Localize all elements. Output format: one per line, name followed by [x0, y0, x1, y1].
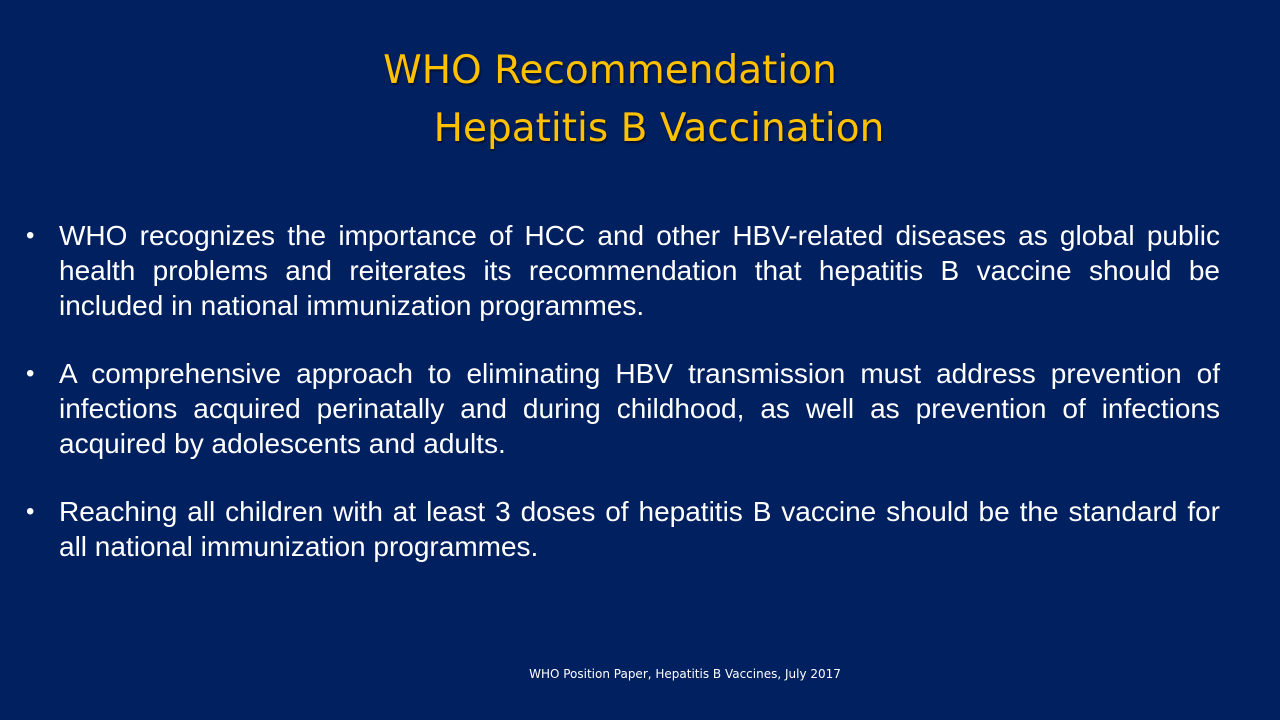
bullet-dot-icon: •	[26, 222, 35, 249]
bullet-dot-icon: •	[26, 360, 35, 387]
bullet-text: Reaching all children with at least 3 doses of hepatitis B vaccine should be the standard for all national immunization programmes.	[59, 496, 1220, 562]
bullet-item	[20, 356, 1220, 461]
source-footnote: WHO Position Paper, Hepatitis B Vaccines, July 2017	[529, 667, 841, 681]
bullet-item	[20, 218, 1220, 323]
title-line-1: WHO Recommendation	[383, 48, 837, 93]
bullet-list	[20, 218, 1220, 597]
slide-title	[0, 42, 1280, 158]
bullet-dot-icon: •	[26, 498, 35, 525]
bullet-item	[20, 494, 1220, 564]
bullet-text: A comprehensive approach to eliminating HBV transmission must address prevention of infections acquired perinatally and during childhood, as well as prevention of infections acquired by adolescents and adults.	[59, 358, 1220, 459]
title-line-2: Hepatitis B Vaccination	[433, 106, 885, 151]
bullet-text: WHO recognizes the importance of HCC and other HBV-related diseases as global public health problems and reiterates its recommendation that hepatitis B vaccine should be included in national immunization programmes.	[59, 220, 1220, 321]
